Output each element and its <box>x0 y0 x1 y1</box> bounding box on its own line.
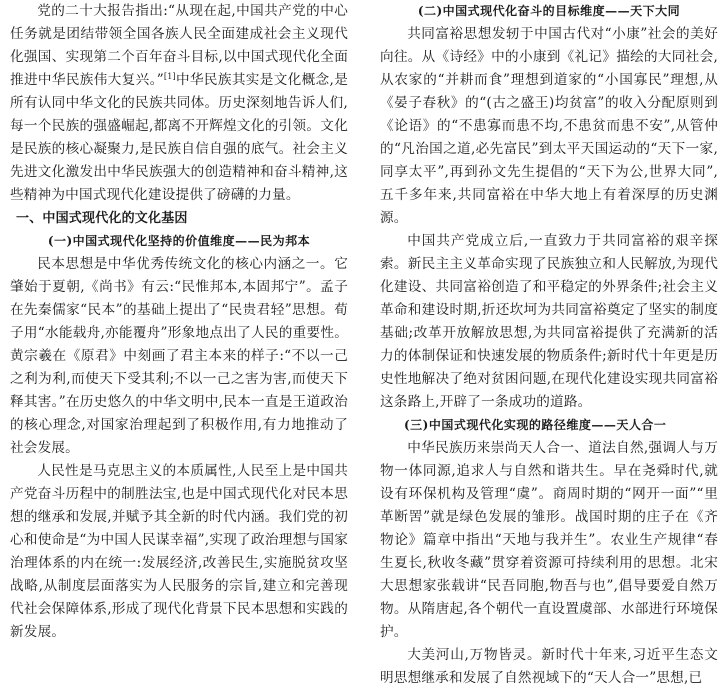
paragraph-tianren-heyi: 中华民族历来崇尚天人合一、道法自然,强调人与万物一体同源,追求人与自然和谐共生。早在尧舜时代,就设有环保机构及管理“虞”。商周时期的“网开一面”“里革断罟”就是绿色发展的雏形。战国时期的庄子在《齐物论》篇章中指出“天地与我并生”。农业生产规律“春生夏长,秋收冬藏”贯穿着资源可持续利用的思想。北宋大思想家张载讲“民吾同胞,物吾与也”,倡导要爱自然万物。从隋唐起,各个朝代一直设置虞部、水部进行环境保护。 <box>380 440 718 640</box>
intro-text-continued: 中华民族其实是文化概念,是所有认同中华文化的民族共同体。历史深刻地告诉人们,每一个民族的强盛崛起,都离不开辉煌文化的引领。文化是民族的核心凝聚力,是民族自信自强的底气。社会主义先进文化激发出中华民族强大的创造精神和奋斗精神,这些精神为中国式现代化建设提供了磅礴的力量。 <box>10 72 348 203</box>
paragraph-minben: 民本思想是中华优秀传统文化的核心内涵之一。它肇始于夏朝,《尚书》有云:“民惟邦本,本固邦宁”。孟子在先秦儒家“民本”的基础上提出了“民贵君轻”思想。荀子用“水能载舟,亦能覆舟”形象地点出了人民的重要性。黄宗羲在《原君》中刻画了君主本来的样子:“不以一己之利为利,而使天下受其利;不以一己之害为害,而使天下释其害。”在历史悠久的中华文明中,民本一直是王道政治的核心理念,对国家治理起到了积极作用,有力地推动了社会发展。 <box>10 256 348 456</box>
section-heading: 一、中国式现代化的文化基因 <box>16 211 188 226</box>
right-column <box>380 0 718 690</box>
paragraph-renminxing: 人民性是马克思主义的本质属性,人民至上是中国共产党奋斗历程中的制胜法宝,也是中国式现代化对民本思想的继承和发展,并赋予其全新的时代内涵。我们党的初心和使命是“为中国人民谋幸福”,实现了政治理想与国家治理体系的内在统一:发展经济,改善民生,实施脱贫攻坚战略,从制度层面落实为人民服务的宗旨,建立和完善现代社会保障体系,形成了现代化背景下民本思想和实践的新发展。 <box>10 463 348 640</box>
citation-marker[interactable]: [1] <box>163 72 176 81</box>
paragraph-gongtong-fuyu: 共同富裕思想发轫于中国古代对“小康”社会的美好向往。从《诗经》中的小康到《礼记》描绘的大同社会,从农家的“并耕而食”理想到道家的“小国寡民”理想,从《晏子春秋》的“(古之盛王)均贫富”的收入分配原则到《论语》的“不患寡而患不均,不患贫而患不安”,从管仲的“凡治国之道,必先富民”到太平天国运动的“天下一家,同享太平”,再到孙文先生提倡的“天下为公,世界大同”,五千多年来,共同富裕在中华大地上有着深厚的历史渊源。 <box>380 26 718 226</box>
subsection-heading-1: (一)中国式现代化坚持的价值维度——民为邦本 <box>47 234 311 248</box>
paragraph-party-exploration: 中国共产党成立后,一直致力于共同富裕的艰辛探索。新民主主义革命实现了民族独立和人民解放,为现代化建设、共同富裕创造了和平稳定的外界条件;社会主义革命和建设时期,折还坎坷为共同富裕奠定了坚实的制度基础;改革开放解放思想,为共同富裕提供了充满新的活力的体制保证和快速发展的物质条件;新时代十年更是历史性地解决了绝对贫困问题,在现代化建设实现共同富裕这条路上,开辟了一条成功的道路。 <box>380 233 718 410</box>
paragraph-new-era: 大美河山,万物皆灵。新时代十年来,习近平生态文明思想继承和发展了自然视域下的“天人合一”思想,已 <box>380 647 718 686</box>
left-column <box>10 0 348 644</box>
subsection-heading-2: (二)中国式现代化奋斗的目标维度——天下大同 <box>417 4 681 18</box>
intro-text: 党的二十大报告指出:“从现在起,中国共产党的中心任务就是团结带领全国各族人民全面建成社会主义现代化强国、实现第二个百年奋斗目标,以中国式现代化全面推进中华民族伟大复兴。” <box>10 3 348 88</box>
subsection-heading-3: (三)中国式现代化实现的路径维度——天人合一 <box>404 418 667 432</box>
paragraph-intro <box>10 0 348 207</box>
